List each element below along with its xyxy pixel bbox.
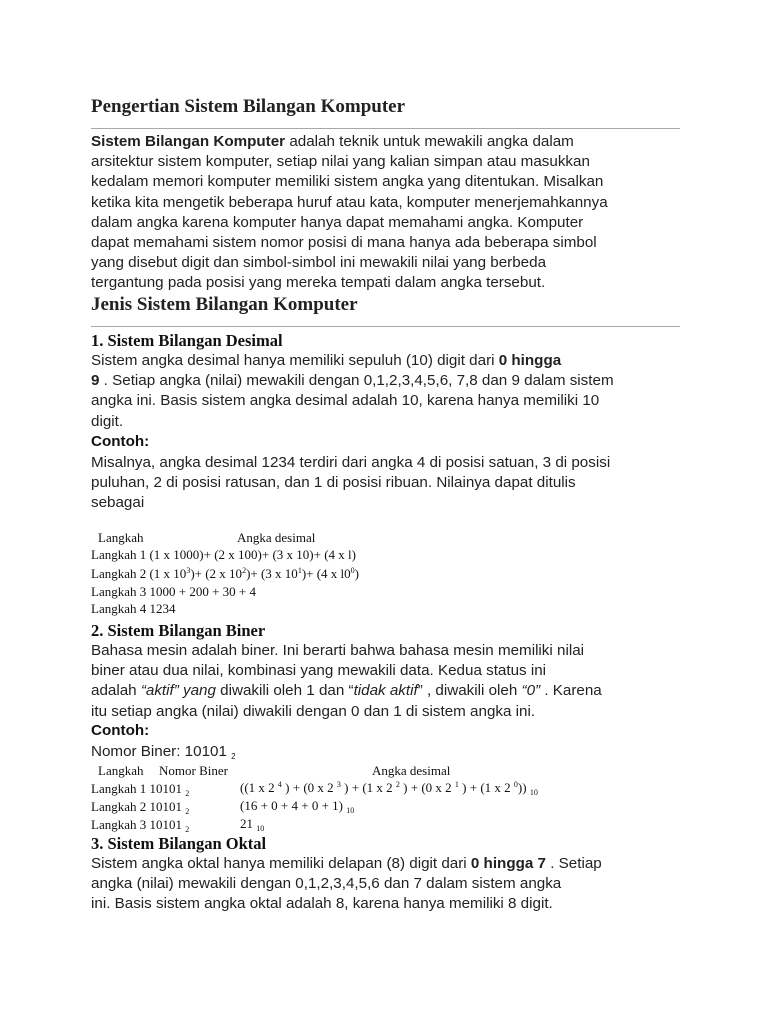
section-divider [91,326,680,327]
biner-row-2-label: Langkah 2 10101 $_2$ [91,799,190,816]
heading-biner: 2. Sistem Bilangan Biner [91,621,266,640]
biner-row-2-calc: (16 + 0 + 4 + 0 + 1) $_{10}$ [240,798,355,815]
biner-row-1-calc: ((1 x 2 $^4$ ) + (0 x 2 $^3$ ) + (1 x 2 $^2$ ) + (0 x 2 $^1$ ) + (1 x 2 $^0$)) $_{10}$ [240,780,538,797]
desimal-row-2: Langkah 2 (1 x $10^3)+ (2$ x $10^2)+ (3$ x $10^1)+ (4$ x $l0^0$) [91,566,360,581]
biner-col-nomor: Nomor Biner [159,763,228,778]
desimal-example: Misalnya, angka desimal 1234 terdiri dari angka 4 di posisi satuan, 3 di posisi puluhan, 2 di posisi ratusan, dan 1 di posisi ribuan. Nilainya dapat ditulis sebagai [91,454,611,512]
biner-row-1-label: Langkah 1 10101 $_2$ [91,781,190,798]
intro-line-6: dapat memahami sistem nomor posisi di mana hanya ada beberapa simbol [91,234,597,252]
intro-line-1: Sistem Bilangan Komputer adalah teknik untuk mewakili angka dalam [91,133,574,150]
contoh-label-biner: Contoh: [91,722,150,739]
intro-line-5: dalam angka karena komputer hanya dapat memahami angka. Komputer [91,213,584,231]
section-title: Jenis Sistem Bilangan Komputer [91,294,358,315]
heading-oktal: 3. Sistem Bilangan Oktal [91,834,267,853]
intro-paragraph [91,132,681,294]
desimal-row-1: Langkah 1 (1 x 1000)+ (2 x 100)+ (3 x 10)+ (4 x l) [91,547,356,562]
page-title: Pengertian Sistem Bilangan Komputer [91,96,406,117]
biner-col-langkah: Langkah [98,763,144,778]
intro-line-2: arsitektur sistem komputer, setiap nilai yang kalian simpan atau masukkan [91,153,590,171]
intro-bold-term: Sistem Bilangan Komputer [91,133,286,150]
biner-col-angka: Angka desimal [372,763,451,778]
biner-paragraph: Bahasa mesin adalah biner. Ini berarti bahwa bahasa mesin memiliki nilai biner atau dua nilai, kombinasi yang mewakili data. Kedua status ini adalah “aktif” yang diwakili oleh 1 dan “tidak aktif” , diwakili oleh “0” . Karena itu setiap angka (nilai) diwakili dengan 0 dan 1 di sistem angka ini. [91,642,602,720]
title-divider [91,128,680,129]
contoh-label-desimal: Contoh: [91,433,150,450]
desimal-col-langkah: Langkah [98,530,144,545]
oktal-paragraph: Sistem angka oktal hanya memiliki delapan (8) digit dari 0 hingga 7 . Setiap angka (nilai) mewakili dengan 0,1,2,3,4,5,6 dan 7 dalam sistem angka ini. Basis sistem angka oktal adalah 8, karena hanya memiliki 8 digit. [91,855,602,913]
biner-row-3-label: Langkah 3 10101 $_2$ [91,817,190,834]
intro-line-8: tergantung pada posisi yang mereka tempati dalam angka tersebut. [91,274,546,292]
heading-desimal: 1. Sistem Bilangan Desimal [91,331,283,350]
desimal-paragraph: Sistem angka desimal hanya memiliki sepuluh (10) digit dari 0 hingga 9 . Setiap angka (nilai) mewakili dengan 0,1,2,3,4,5,6, 7,8 dan 9 dalam sistem angka ini. Basis sistem angka desimal adalah 10, karena hanya memiliki 10 digit. [91,352,614,430]
desimal-row-3: Langkah 3 1000 + 200 + 30 + 4 [91,584,256,599]
desimal-col-angka: Angka desimal [237,530,316,545]
intro-line-4: ketika kita mengetik beberapa huruf atau kata, komputer menerjemahkannya [91,193,608,211]
desimal-row-4: Langkah 4 1234 [91,601,176,616]
biner-row-3-calc: 21 $_{10}$ [240,816,265,833]
intro-line-7: yang disebut digit dan simbol-simbol ini mewakili nilai yang berbeda [91,254,547,272]
intro-line-3: kedalam memori komputer memiliki sistem angka yang ditentukan. Misalkan [91,173,604,191]
biner-number: Nomor Biner: 10101 $_2$ [91,743,236,761]
